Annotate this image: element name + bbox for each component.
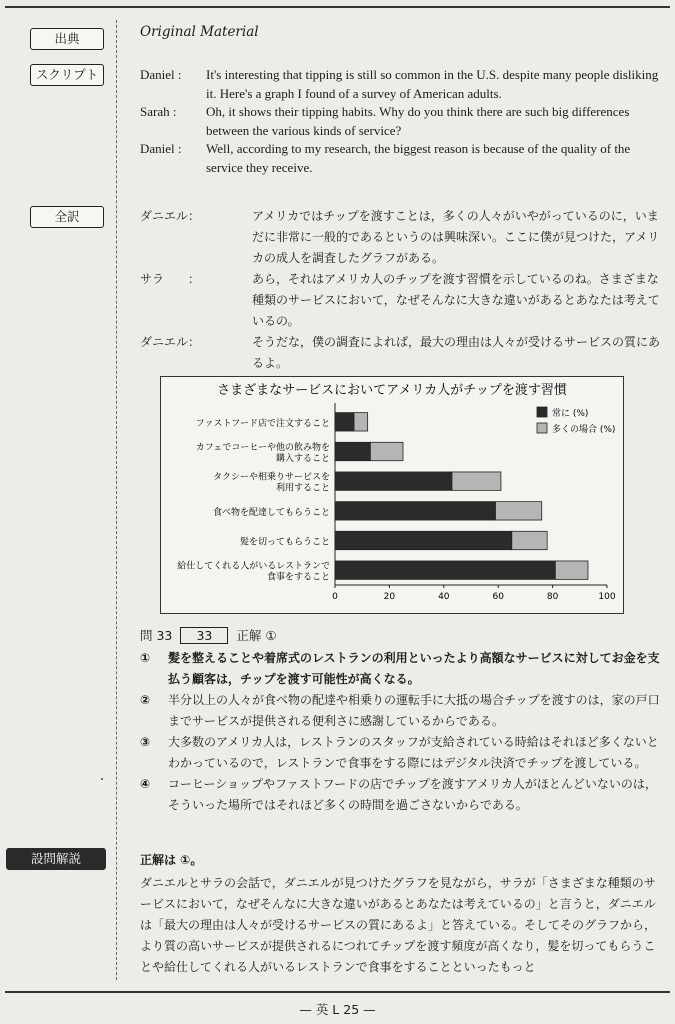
answer-box: 33 <box>180 627 228 644</box>
utterance: It's interesting that tipping is still so common in the U.S. despite many people disliking it. Here's a graph I found of a survey of American adults. <box>206 67 659 101</box>
category-label: 給仕してくれる人がいるレストランで <box>177 561 330 572</box>
utterance: Well, according to my research, the biggest reason is because of the quality of the service they receive. <box>206 141 631 175</box>
x-tick-label: 40 <box>438 592 450 602</box>
bottom-rule <box>5 991 670 993</box>
translation-line <box>140 269 662 332</box>
utterance: そうだな，僕の調査によれば，最大の理由は人々が受けるサービスの質にあるよ。 <box>252 335 661 370</box>
top-rule <box>5 6 670 8</box>
option-text: 半分以上の人々が食べ物の配達や相乗りの運転手に大抵の場合チップを渡すのは，家の戸口までサービスが提供される便利さに感謝しているからである。 <box>168 693 660 728</box>
bar <box>335 413 354 431</box>
utterance: あら，それはアメリカ人のチップを渡す習慣を示しているのね。さまざまな種類のサービスにおいて，なぜそんなに大きな違いがあるとあなたは考えているの。 <box>252 272 660 328</box>
speaker: Daniel : <box>140 67 182 82</box>
speaker: ダニエル： <box>140 335 201 349</box>
bar <box>370 442 403 460</box>
bar <box>335 561 555 579</box>
option-number: ③ <box>140 735 151 749</box>
bar <box>335 442 370 460</box>
bar <box>335 531 512 549</box>
bar <box>512 531 547 549</box>
category-label: 髪を切ってもらうこと <box>239 537 330 548</box>
x-tick-label: 80 <box>546 592 559 602</box>
explanation-answer: 正解は ①。 <box>140 853 203 867</box>
category-label: 購入すること <box>275 454 330 464</box>
legend-swatch <box>537 423 547 433</box>
translation-block <box>140 206 662 374</box>
script-line <box>140 66 662 103</box>
bar <box>354 413 368 431</box>
explanation-text: ダニエルとサラの会話で，ダニエルが見つけたグラフを見ながら，サラが「さまざまな種類のサービスにおいて，なぜそんなに大きな違いがあるとあなたは考えているの」と言うと，ダニエルは「最大の理由は人々が受けるサービスの質にあるよ」と答えている。そしてそのグラフから，より質の高いサービスが提供されるにつれてチップを渡す頻度が高くなり，髪を切ってもらうことや給仕してくれる人がいるレストランで食事をすることといったもっと <box>140 876 657 974</box>
option-number: ④ <box>140 777 151 791</box>
x-tick-label: 60 <box>492 592 504 602</box>
option-text: 髪を整えることや着席式のレストランの利用といったより高額なサービスに対してお金を支払う顧客は，チップを渡す可能性が高くなる。 <box>168 651 660 686</box>
tipping-chart <box>160 376 624 614</box>
utterance: アメリカではチップを渡すことは，多くの人々がいやがっているのに，いまだに非常に一般的であるというのは興味深い。ここに僕が見つけた，アメリカの成人を調査したグラフがある。 <box>252 209 660 265</box>
category-label: 利用すること <box>275 483 330 494</box>
translation-line <box>140 332 662 374</box>
x-tick-label: 100 <box>598 592 616 602</box>
speaker: ダニエル： <box>140 209 201 223</box>
x-tick-label: 0 <box>332 592 338 602</box>
question-answer: 正解 ① <box>236 628 277 643</box>
bar <box>452 472 501 490</box>
script-line <box>140 140 662 177</box>
explanation-label: 設問解説 <box>6 848 106 870</box>
option-number: ② <box>140 693 151 707</box>
legend-label: 常に (%) <box>552 409 589 419</box>
option-item <box>140 690 662 731</box>
question-number: 問 33 <box>140 628 173 643</box>
category-label: タクシーや相乗りサービスを <box>212 472 330 483</box>
bar <box>495 502 541 520</box>
option-text: 大多数のアメリカ人は，レストランのスタッフが支給されている時給はそれほど多くないとわかっているので，レストランで食事をする際にはデジタル決済でチップを渡している。 <box>168 735 659 770</box>
chart-svg <box>161 377 623 613</box>
x-tick-label: 20 <box>383 592 396 602</box>
page-number: — 英 L 25 — <box>299 1002 376 1017</box>
option-number: ① <box>140 651 151 665</box>
margin-dot <box>101 778 103 780</box>
source-label: 出典 <box>30 28 104 50</box>
utterance: Oh, it shows their tipping habits. Why do you think there are such big differences between the various kinds of service? <box>206 104 630 138</box>
speaker: Sarah : <box>140 104 177 119</box>
category-label: ファストフード店で注文すること <box>195 418 330 429</box>
category-label: 食べ物を配達してもらうこと <box>212 507 330 518</box>
option-item <box>140 648 662 689</box>
translation-label: 全訳 <box>30 206 104 228</box>
legend-label: 多くの場合 (%) <box>552 425 616 435</box>
option-text: コーヒーショップやファストフードの店でチップを渡すアメリカ人がほとんどいないのは，そういった場所ではそれほど多くの時間を過ごさないからである。 <box>168 777 657 812</box>
options-list <box>140 648 662 816</box>
bar <box>335 472 452 490</box>
explanation-block <box>140 850 662 978</box>
question-header <box>140 626 662 644</box>
category-label: カフェでコーヒーや他の飲み物を <box>195 443 330 453</box>
bar <box>555 561 588 579</box>
column-divider <box>116 20 117 980</box>
option-item <box>140 774 662 815</box>
script-block <box>140 66 662 177</box>
speaker: Daniel : <box>140 141 182 156</box>
bar <box>335 502 495 520</box>
script-label: スクリプト <box>30 64 104 86</box>
source-text: Original Material <box>140 24 259 40</box>
script-line <box>140 103 662 140</box>
option-item <box>140 732 662 773</box>
translation-line <box>140 206 662 269</box>
speaker: サラ ： <box>140 272 201 286</box>
chart-title: さまざまなサービスにおいてアメリカ人がチップを渡す習慣 <box>217 383 567 398</box>
legend-swatch <box>537 407 547 417</box>
category-label: 食事をすること <box>266 572 330 583</box>
